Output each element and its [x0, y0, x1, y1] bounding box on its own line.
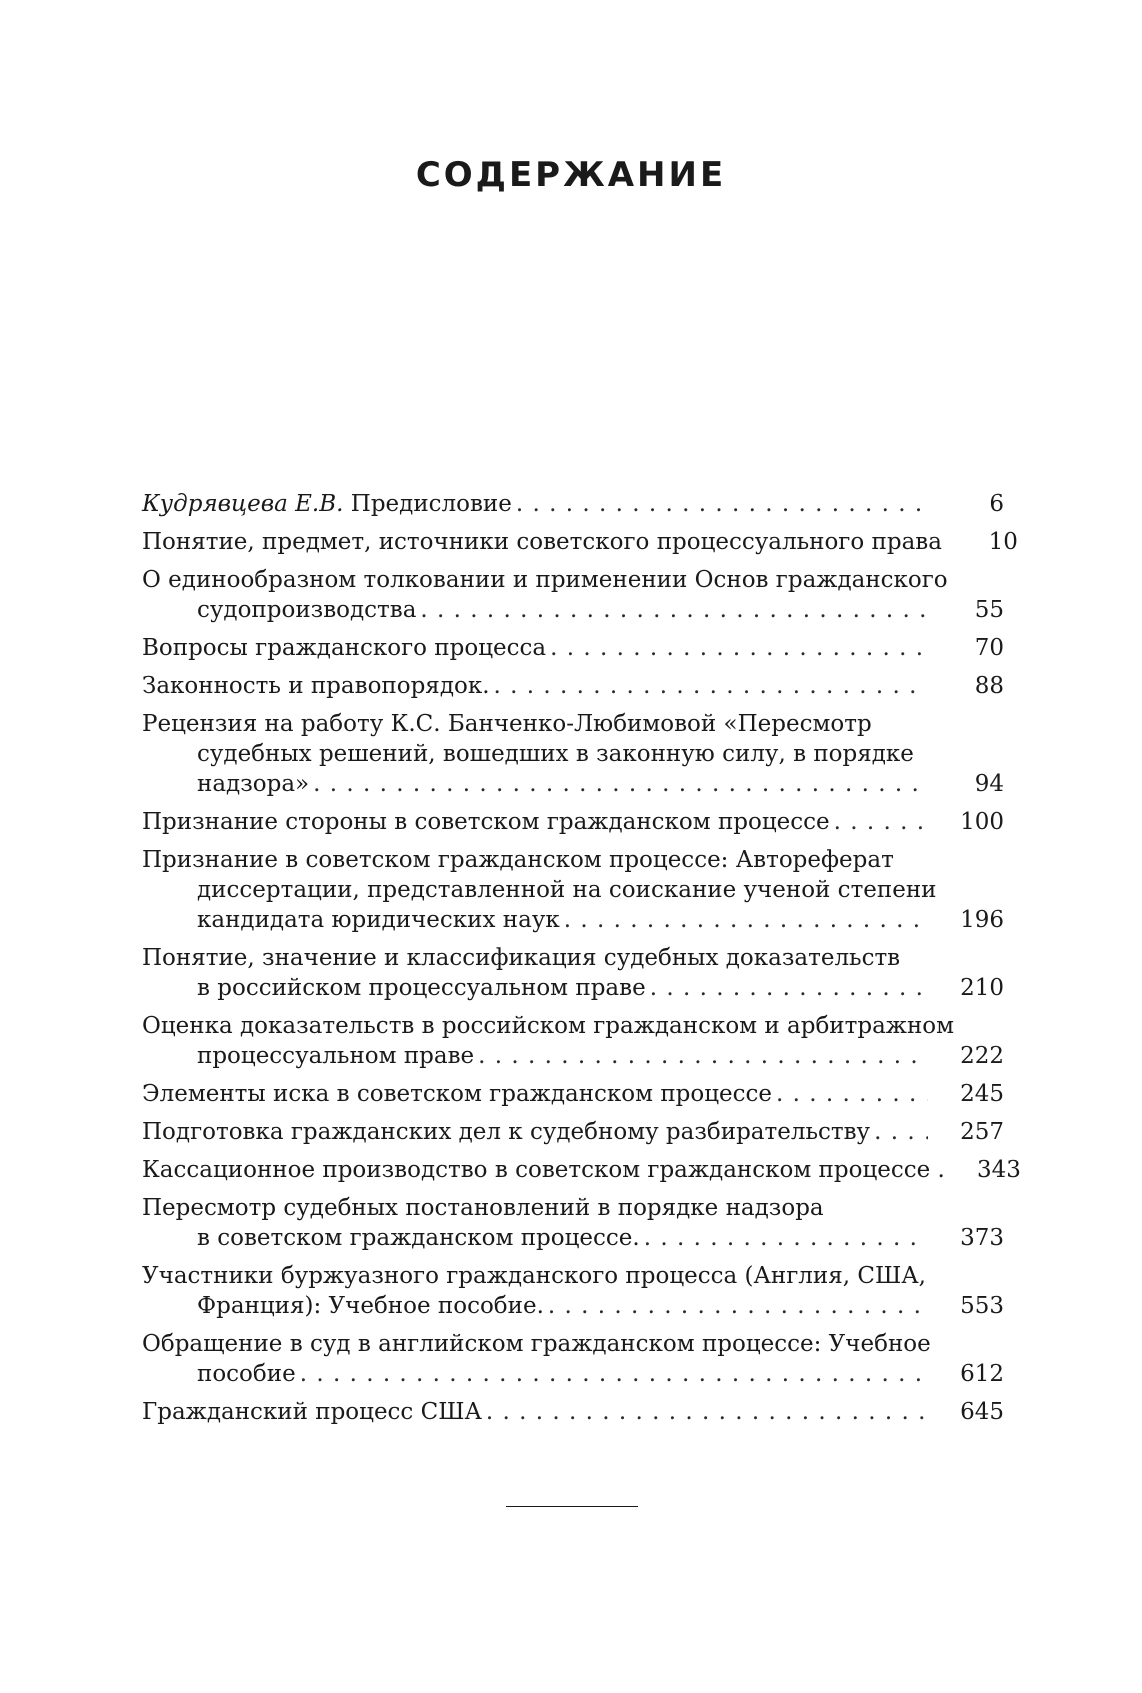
toc-page-number: 373	[960, 1225, 1004, 1251]
toc-entry[interactable]	[142, 845, 1004, 935]
toc-entry-title	[197, 1041, 474, 1071]
dot-leader	[516, 489, 928, 519]
toc-entry-title-text: Элементы иска в советском гражданском процессе	[142, 1081, 773, 1107]
toc-entry-title	[197, 1291, 544, 1321]
toc-page-number: 10	[988, 529, 1018, 555]
toc-entry-final-line	[142, 1079, 1004, 1109]
toc-entry-title-text: в российском процессуальном праве	[197, 975, 646, 1001]
toc-entry-final-line	[142, 973, 1004, 1003]
toc-entry-title-text: Кассационное производство в советском гражданском процессе .	[142, 1157, 945, 1183]
toc-entry-final-line	[142, 595, 1004, 625]
toc-entry[interactable]	[142, 1261, 1004, 1321]
toc-entry-title	[142, 1155, 945, 1185]
toc-page-number: 222	[960, 1043, 1004, 1069]
toc-entry[interactable]	[142, 709, 1004, 799]
toc-entry-line: диссертации, представленной на соискание ученой степени	[197, 877, 937, 903]
dot-leader	[486, 1397, 928, 1427]
toc-entry[interactable]	[142, 1397, 1004, 1427]
toc-page-number: 257	[960, 1119, 1004, 1145]
toc-entry-title-text: Вопросы гражданского процесса	[142, 635, 547, 661]
toc-entry-title	[142, 527, 942, 557]
toc-entry[interactable]	[142, 1011, 1004, 1071]
toc-entry-final-line	[142, 1397, 1004, 1427]
toc-entry-title-text: Гражданский процесс США	[142, 1399, 482, 1425]
toc-entry-title	[197, 905, 560, 935]
toc-page-number: 553	[960, 1293, 1004, 1319]
toc-entry-title-text: Понятие, предмет, источники советского процессуального права	[142, 529, 942, 555]
toc-entry-line: Рецензия на работу К.С. Банченко-Любимовой «Пересмотр	[142, 711, 872, 737]
toc-entry-title	[142, 1117, 870, 1147]
dot-leader	[494, 671, 928, 701]
separator-rule	[506, 1506, 638, 1507]
toc-page-number: 100	[960, 809, 1004, 835]
toc-page-number: 196	[960, 907, 1004, 933]
dot-leader	[644, 1223, 928, 1253]
toc-entry-title	[142, 633, 546, 663]
dot-leader	[776, 1079, 928, 1109]
toc-entry-final-line	[142, 489, 1004, 519]
dot-leader	[650, 973, 928, 1003]
toc-entry-final-line	[142, 1041, 1004, 1071]
toc-entry[interactable]	[142, 1329, 1004, 1389]
toc-entry-title	[142, 1397, 482, 1427]
toc-page-number: 612	[960, 1361, 1004, 1387]
toc-entry-title	[142, 807, 830, 837]
toc-entry[interactable]	[142, 943, 1004, 1003]
toc-entry[interactable]	[142, 671, 1004, 701]
dot-leader	[550, 633, 928, 663]
toc-entry-line: Обращение в суд в английском гражданском процессе: Учебное	[142, 1331, 931, 1357]
toc-entry-title	[197, 973, 646, 1003]
toc-entry-final-line	[142, 527, 1018, 557]
toc-entry[interactable]	[142, 489, 1004, 519]
toc-entry-title-text: судопроизводства	[197, 597, 417, 623]
toc-entry-final-line	[142, 1117, 1004, 1147]
toc-entry-title	[142, 671, 490, 701]
toc-page-number: 88	[974, 673, 1004, 699]
dot-leader	[834, 807, 928, 837]
toc-entry-title	[197, 1359, 296, 1389]
dot-leader	[874, 1117, 928, 1147]
toc-entry-title-text: процессуальном праве	[197, 1043, 475, 1069]
toc-entry-author: Кудрявцева Е.В.	[142, 491, 344, 517]
dot-leader	[478, 1041, 928, 1071]
toc-entry-title	[197, 769, 309, 799]
table-of-contents	[142, 489, 1021, 1435]
toc-page-number: 6	[989, 491, 1004, 517]
toc-entry[interactable]	[142, 527, 1018, 557]
toc-entry[interactable]	[142, 1155, 1021, 1185]
toc-entry-title-text: кандидата юридических наук	[197, 907, 560, 933]
toc-entry-line: Признание в советском гражданском процессе: Автореферат	[142, 847, 894, 873]
toc-entry-title-text: Предисловие	[350, 491, 512, 517]
dot-leader	[564, 905, 928, 935]
toc-entry-line: Понятие, значение и классификация судебных доказательств	[142, 945, 901, 971]
toc-page-number: 55	[974, 597, 1004, 623]
dot-leader	[420, 595, 928, 625]
toc-entry-title-text: в советском гражданском процессе.	[197, 1225, 640, 1251]
toc-entry[interactable]	[142, 633, 1004, 663]
toc-entry-final-line	[142, 633, 1004, 663]
toc-entry-final-line	[142, 1291, 1004, 1321]
toc-entry-title-text: Законность и правопорядок.	[142, 673, 490, 699]
toc-entry-final-line	[142, 905, 1004, 935]
toc-entry-title-text: Признание стороны в советском гражданском процессе	[142, 809, 830, 835]
toc-page-number: 343	[976, 1157, 1021, 1183]
toc-entry-final-line	[142, 1223, 1004, 1253]
toc-page-number: 94	[974, 771, 1004, 797]
toc-page-number: 210	[960, 975, 1004, 1001]
toc-entry-title-text: надзора»	[197, 771, 310, 797]
toc-entry-line: Пересмотр судебных постановлений в порядке надзора	[142, 1195, 824, 1221]
toc-entry-title	[197, 595, 416, 625]
toc-entry[interactable]	[142, 1193, 1004, 1253]
toc-entry-line: Оценка доказательств в российском гражданском и арбитражном	[142, 1013, 955, 1039]
toc-entry-final-line	[142, 769, 1004, 799]
toc-entry[interactable]	[142, 1117, 1004, 1147]
dot-leader	[313, 769, 928, 799]
toc-entry-line: О единообразном толковании и применении Основ гражданского	[142, 567, 948, 593]
toc-entry-final-line	[142, 671, 1004, 701]
page-title: СОДЕРЖАНИЕ	[415, 155, 727, 195]
toc-entry-final-line	[142, 807, 1004, 837]
toc-entry[interactable]	[142, 565, 1004, 625]
dot-leader	[548, 1291, 928, 1321]
toc-entry-title-text: Франция): Учебное пособие.	[197, 1293, 544, 1319]
toc-entry-title	[197, 1223, 640, 1253]
toc-entry-final-line	[142, 1359, 1004, 1389]
toc-page-number: 645	[960, 1399, 1004, 1425]
toc-entry-title	[142, 489, 512, 519]
toc-entry[interactable]	[142, 1079, 1004, 1109]
dot-leader	[300, 1359, 928, 1389]
toc-entry[interactable]	[142, 807, 1004, 837]
toc-entry-final-line	[142, 1155, 1021, 1185]
toc-entry-title-text: пособие	[197, 1361, 296, 1387]
toc-entry-line: Участники буржуазного гражданского процесса (Англия, США,	[142, 1263, 926, 1289]
toc-entry-line: судебных решений, вошедших в законную силу, в порядке	[197, 741, 914, 767]
toc-entry-title	[142, 1079, 772, 1109]
toc-page-number: 245	[960, 1081, 1004, 1107]
toc-entry-title-text: Подготовка гражданских дел к судебному разбирательству	[142, 1119, 871, 1145]
toc-page-number: 70	[974, 635, 1004, 661]
